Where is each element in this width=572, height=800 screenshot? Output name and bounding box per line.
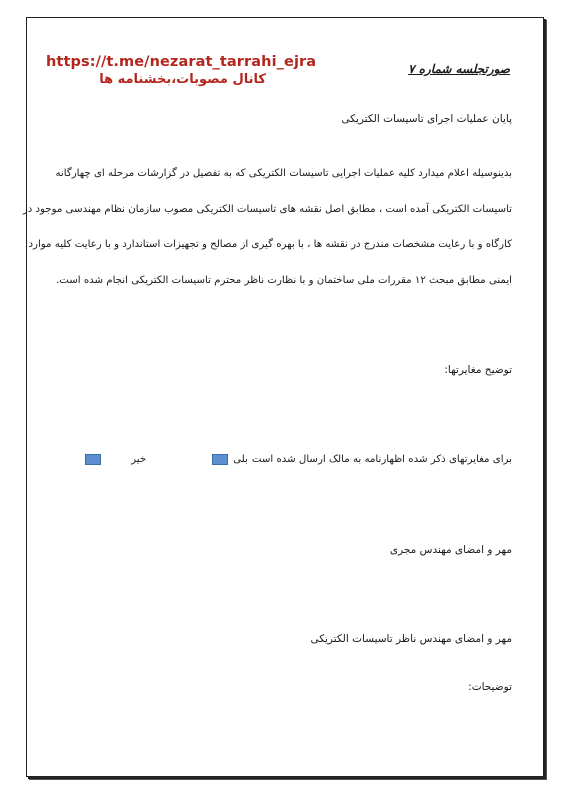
yes-checkbox[interactable]: [212, 454, 228, 465]
no-label: خیر: [131, 454, 147, 465]
designer-signature-label: مهر و امضای مهندس مجری: [389, 544, 512, 556]
body-line: تاسیسات الکتریکی آمده است ، مطابق اصل نقشه های تاسیسات الکتریکی مصوب سازمان نظام مهندسی موجود در: [22, 203, 512, 215]
body-line: کارگاه و با رعایت مشخصات مندرج در نقشه ها ، با بهره گیری از مصالح و تجهیزات استاندارد و با رعایت کلیه موارد: [28, 239, 512, 250]
body-line: ایمنی مطابق مبحث ۱۲ مقررات ملی ساختمان و با نظارت ناظر محترم تاسیسات الکتریکی انجام شده است.: [55, 274, 512, 286]
yes-label: بلی: [233, 454, 248, 465]
section-heading: پایان عملیات اجرای تاسیسات الکتریکی: [341, 113, 512, 125]
body-line: بدینوسیله اعلام میدارد کلیه عملیات اجرایی تاسیسات الکتریکی که به تفصیل در گزارشات مرحله ای چهارگانه: [55, 168, 512, 179]
supervisor-signature-label: مهر و امضای مهندس ناظر تاسیسات الکتریکی: [310, 633, 512, 645]
page-border: [22, 17, 544, 777]
declaration-question-text: برای مغایرتهای ذکر شده اظهارنامه به مالک ارسال شده است: [251, 454, 512, 465]
no-checkbox[interactable]: [85, 454, 101, 465]
variances-label: توضیح مغایرتها:: [444, 364, 512, 376]
watermark-channel-name: کانال مصوبات،بخشنامه ها: [99, 72, 266, 87]
notes-label: توضیحات:: [468, 681, 512, 693]
watermark-url[interactable]: https://t.me/nezarat_tarrahi_ejra: [46, 54, 317, 70]
document-title: صورتجلسه شماره ۷: [408, 62, 510, 76]
declaration-question-row: [85, 454, 512, 465]
watermark: [46, 54, 317, 87]
body-paragraph: [22, 156, 512, 298]
